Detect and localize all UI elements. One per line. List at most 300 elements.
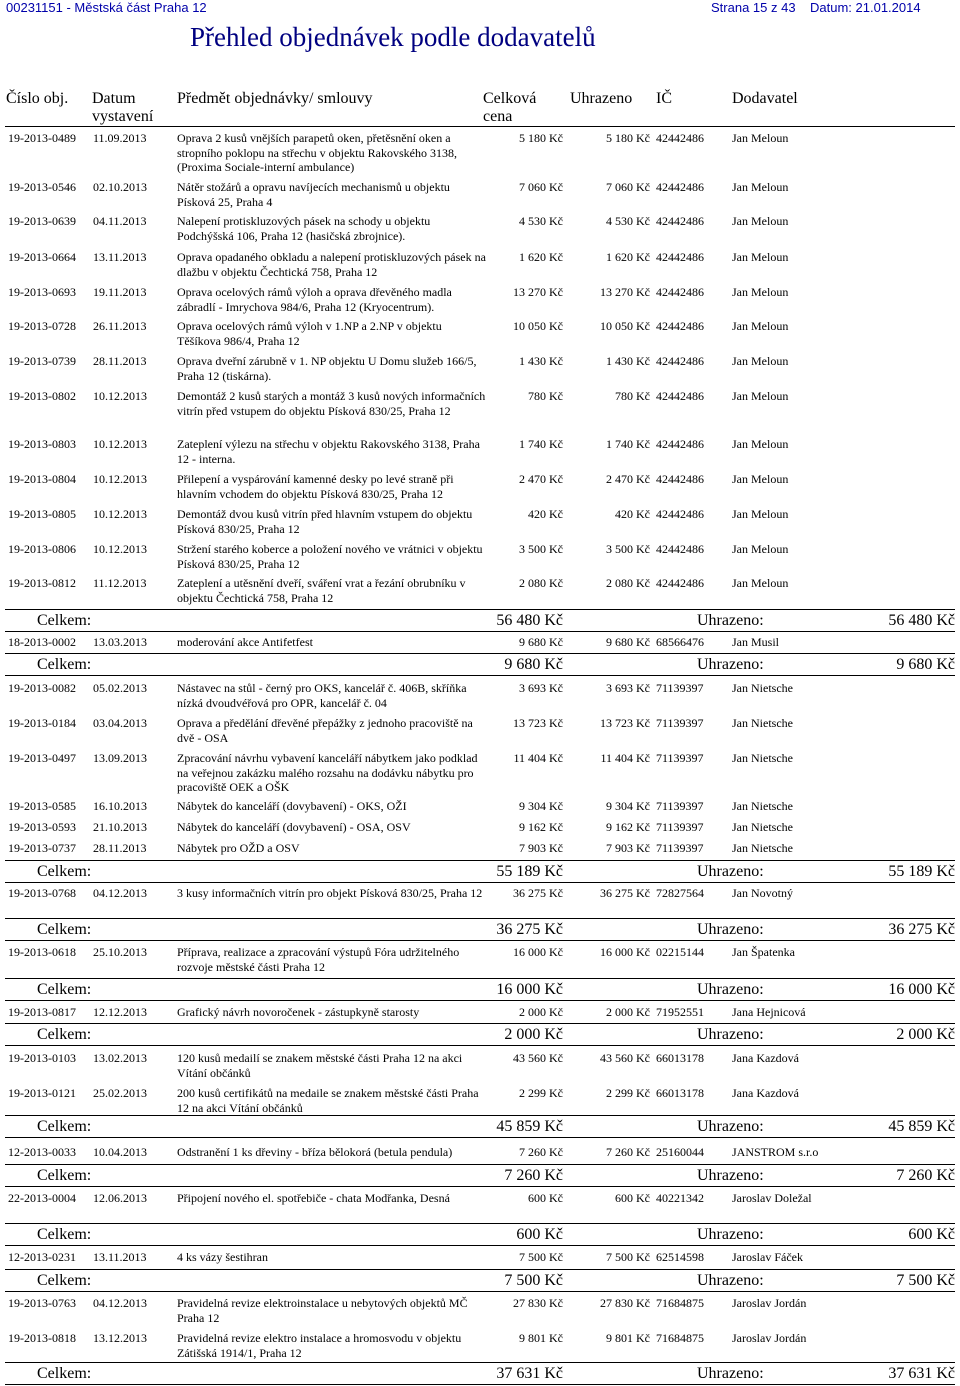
summary-rule <box>5 978 955 979</box>
order-paid: 7 903 Kč <box>606 841 650 855</box>
supplier-name: JANSTROM s.r.o <box>732 1145 819 1159</box>
summary-paid-label: Uhrazeno: <box>697 656 764 673</box>
supplier-name: Jaroslav Jordán <box>732 1331 807 1345</box>
order-date: 13.11.2013 <box>93 1250 147 1264</box>
summary-total-label: Celkem: <box>37 1226 92 1243</box>
order-subject: 3 kusy informačních vitrín pro objekt Písková 830/25, Praha 12 <box>177 886 483 900</box>
summary-total-label: Celkem: <box>37 612 92 629</box>
summary-paid-label: Uhrazeno: <box>697 981 764 998</box>
supplier-ic: 42442486 <box>656 389 704 403</box>
summary-total-label: Celkem: <box>37 1118 92 1135</box>
order-date: 11.12.2013 <box>93 576 147 590</box>
order-date: 04.11.2013 <box>93 214 147 228</box>
order-number: 19-2013-0103 <box>8 1051 76 1065</box>
order-total: 420 Kč <box>528 507 563 521</box>
order-total: 2 470 Kč <box>519 472 563 486</box>
supplier-ic: 42442486 <box>656 507 704 521</box>
order-number: 19-2013-0803 <box>8 437 76 451</box>
order-paid: 13 270 Kč <box>600 285 650 299</box>
order-total: 36 275 Kč <box>513 886 563 900</box>
order-subject: Nábytek do kanceláří (dovybavení) - OSA, OSV <box>177 820 411 834</box>
order-number: 19-2013-0739 <box>8 354 76 368</box>
supplier-ic: 42442486 <box>656 250 704 264</box>
supplier-name: Jan Meloun <box>732 250 789 264</box>
summary-paid-value: 7 500 Kč <box>896 1272 955 1289</box>
order-number: 19-2013-0618 <box>8 945 76 959</box>
order-total: 1 430 Kč <box>519 354 563 368</box>
order-subject: Zateplení výlezu na střechu v objektu Rakovského 3138, Praha 12 - interna. <box>177 437 480 466</box>
order-total: 1 620 Kč <box>519 250 563 264</box>
order-number: 19-2013-0806 <box>8 542 76 556</box>
supplier-ic: 71139397 <box>656 751 704 765</box>
supplier-name: Jana Hejnicová <box>732 1005 806 1019</box>
summary-total-label: Celkem: <box>37 1272 92 1289</box>
order-total: 2 080 Kč <box>519 576 563 590</box>
report-date: Datum: 21.01.2014 <box>810 0 921 15</box>
supplier-ic: 62514598 <box>656 1250 704 1264</box>
summary-rule <box>5 631 955 632</box>
order-paid: 7 500 Kč <box>606 1250 650 1264</box>
supplier-name: Jaroslav Fáček <box>732 1250 803 1264</box>
order-date: 19.11.2013 <box>93 285 147 299</box>
order-paid: 16 000 Kč <box>600 945 650 959</box>
supplier-ic: 71139397 <box>656 681 704 695</box>
summary-rule <box>5 1000 955 1001</box>
order-date: 21.10.2013 <box>93 820 147 834</box>
summary-total-label: Celkem: <box>37 981 92 998</box>
order-date: 11.09.2013 <box>93 131 147 145</box>
group-summary-row <box>0 1117 960 1137</box>
order-number: 19-2013-0763 <box>8 1296 76 1310</box>
order-number: 22-2013-0004 <box>8 1191 76 1205</box>
order-date: 13.02.2013 <box>93 1051 147 1065</box>
order-subject: Nábytek do kanceláří (dovybavení) - OKS, OŽI <box>177 799 407 813</box>
order-subject: Nalepení protiskluzových pásek na schody u objektu Podchýšská 106, Praha 12 (hasičská zbrojnice). <box>177 214 431 243</box>
order-subject: Oprava ocelových rámů výloh a oprava dřevěného madla zábradlí - Imrychova 984/6, Praha 12 (Kryocentrum). <box>177 285 452 314</box>
order-subject: Nátěr stožárů a opravu navíjecích mechanismů u objektu Písková 25, Praha 4 <box>177 180 450 209</box>
order-paid: 7 260 Kč <box>606 1145 650 1159</box>
order-subject: Nástavec na stůl - černý pro OKS, kancelář č. 406B, skříňka nízká dvoudvéřová pro OPR, kancelář č. 04 <box>177 681 467 710</box>
order-number: 19-2013-0489 <box>8 131 76 145</box>
supplier-name: Jaroslav Doležal <box>732 1191 812 1205</box>
summary-total-label: Celkem: <box>37 863 92 880</box>
page-number: Strana 15 z 43 <box>711 0 796 15</box>
order-subject: Oprava a předělání dřevěné přepážky z jednoho pracoviště na dvě - OSA <box>177 716 473 745</box>
page-title: Přehled objednávek podle dodavatelů <box>190 22 596 52</box>
supplier-ic: 71139397 <box>656 716 704 730</box>
supplier-name: Jan Meloun <box>732 131 789 145</box>
summary-total-label: Celkem: <box>37 921 92 938</box>
supplier-ic: 25160044 <box>656 1145 704 1159</box>
order-date: 04.12.2013 <box>93 886 147 900</box>
order-subject: Demontáž dvou kusů vitrín před hlavním vstupem do objektu Písková 830/25, Praha 12 <box>177 507 473 536</box>
summary-rule <box>5 1164 955 1165</box>
summary-rule <box>5 1362 955 1363</box>
col-header-total-line1: Celková <box>483 90 537 107</box>
supplier-ic: 42442486 <box>656 214 704 228</box>
order-date: 10.04.2013 <box>93 1145 147 1159</box>
supplier-ic: 72827564 <box>656 886 704 900</box>
supplier-name: Jan Meloun <box>732 285 789 299</box>
col-header-date-line1: Datum <box>92 90 136 107</box>
order-date: 13.11.2013 <box>93 250 147 264</box>
order-subject: Grafický návrh novoročenek - zástupkyně starosty <box>177 1005 420 1019</box>
order-number: 19-2013-0497 <box>8 751 76 765</box>
supplier-name: Jan Nietsche <box>732 820 793 834</box>
supplier-name: Jaroslav Jordán <box>732 1296 807 1310</box>
summary-total-value: 37 631 Kč <box>496 1365 563 1382</box>
supplier-ic: 66013178 <box>656 1051 704 1065</box>
order-paid: 1 620 Kč <box>606 250 650 264</box>
supplier-ic: 42442486 <box>656 576 704 590</box>
supplier-name: Jana Kazdová <box>732 1051 799 1065</box>
order-total: 2 299 Kč <box>519 1086 563 1100</box>
order-total: 600 Kč <box>528 1191 563 1205</box>
supplier-ic: 71684875 <box>656 1296 704 1310</box>
order-number: 19-2013-0082 <box>8 681 76 695</box>
supplier-name: Jan Meloun <box>732 542 789 556</box>
supplier-ic: 71139397 <box>656 799 704 813</box>
summary-rule <box>5 1137 955 1138</box>
group-summary-row <box>0 611 960 631</box>
order-date: 25.02.2013 <box>93 1086 147 1100</box>
order-total: 9 680 Kč <box>519 635 563 649</box>
order-paid: 2 470 Kč <box>606 472 650 486</box>
order-subject: moderování akce Antifetfest <box>177 635 313 649</box>
order-paid: 7 060 Kč <box>606 180 650 194</box>
supplier-name: Jan Nietsche <box>732 799 793 813</box>
supplier-name: Jan Meloun <box>732 180 789 194</box>
order-number: 19-2013-0812 <box>8 576 76 590</box>
supplier-name: Jan Meloun <box>732 437 789 451</box>
supplier-ic: 71139397 <box>656 841 704 855</box>
supplier-name: Jan Nietsche <box>732 716 793 730</box>
order-number: 18-2013-0002 <box>8 635 76 649</box>
group-summary-row <box>0 1364 960 1384</box>
order-date: 13.09.2013 <box>93 751 147 765</box>
order-number: 19-2013-0805 <box>8 507 76 521</box>
order-paid: 5 180 Kč <box>606 131 650 145</box>
order-date: 26.11.2013 <box>93 319 147 333</box>
supplier-ic: 71952551 <box>656 1005 704 1019</box>
supplier-name: Jan Meloun <box>732 214 789 228</box>
order-paid: 11 404 Kč <box>600 751 650 765</box>
order-subject: Přilepení a vyspárování kamenné desky po levé straně při hlavním vchodem do objektu Písková 830/25, Praha 12 <box>177 472 454 501</box>
supplier-ic: 42442486 <box>656 354 704 368</box>
order-date: 25.10.2013 <box>93 945 147 959</box>
order-total: 7 260 Kč <box>519 1145 563 1159</box>
summary-total-value: 45 859 Kč <box>496 1118 563 1135</box>
page-header-org: 00231151 - Městská část Praha 12 <box>6 0 207 15</box>
supplier-name: Jan Meloun <box>732 319 789 333</box>
summary-rule <box>5 1245 955 1246</box>
order-total: 4 530 Kč <box>519 214 563 228</box>
order-paid: 3 500 Kč <box>606 542 650 556</box>
order-number: 19-2013-0804 <box>8 472 76 486</box>
order-paid: 780 Kč <box>615 389 650 403</box>
summary-paid-label: Uhrazeno: <box>697 1118 764 1135</box>
supplier-ic: 42442486 <box>656 472 704 486</box>
order-number: 19-2013-0818 <box>8 1331 76 1345</box>
order-paid: 43 560 Kč <box>600 1051 650 1065</box>
col-header-date-line2: vystavení <box>92 108 154 125</box>
order-subject: Připojení nového el. spotřebiče - chata Modřanka, Desná <box>177 1191 450 1205</box>
order-paid: 2 080 Kč <box>606 576 650 590</box>
order-date: 28.11.2013 <box>93 354 147 368</box>
order-date: 10.12.2013 <box>93 472 147 486</box>
supplier-name: Jan Meloun <box>732 576 789 590</box>
supplier-ic: 42442486 <box>656 437 704 451</box>
order-date: 12.06.2013 <box>93 1191 147 1205</box>
order-date: 10.12.2013 <box>93 389 147 403</box>
order-number: 19-2013-0693 <box>8 285 76 299</box>
order-total: 5 180 Kč <box>519 131 563 145</box>
order-total: 9 304 Kč <box>519 799 563 813</box>
order-number: 19-2013-0802 <box>8 389 76 403</box>
supplier-ic: 71139397 <box>656 820 704 834</box>
summary-paid-value: 9 680 Kč <box>896 656 955 673</box>
order-paid: 4 530 Kč <box>606 214 650 228</box>
order-date: 10.12.2013 <box>93 542 147 556</box>
order-date: 10.12.2013 <box>93 507 147 521</box>
col-header-ic: IČ <box>656 90 672 107</box>
summary-total-value: 7 500 Kč <box>504 1272 563 1289</box>
order-total: 7 903 Kč <box>519 841 563 855</box>
order-total: 43 560 Kč <box>513 1051 563 1065</box>
order-number: 19-2013-0664 <box>8 250 76 264</box>
summary-paid-label: Uhrazeno: <box>697 1226 764 1243</box>
summary-paid-value: 16 000 Kč <box>888 981 955 998</box>
summary-total-value: 7 260 Kč <box>504 1167 563 1184</box>
order-paid: 2 299 Kč <box>606 1086 650 1100</box>
order-subject: Zpracování návrhu vybavení kanceláří nábytkem jako podklad na veřejnou zakázku malého rozsahu na dodávku nábytku pro pracoviště OEK a OŠK <box>177 751 478 794</box>
col-header-subject: Předmět objednávky/ smlouvy <box>177 90 373 107</box>
summary-paid-value: 45 859 Kč <box>888 1118 955 1135</box>
order-date: 04.12.2013 <box>93 1296 147 1310</box>
order-total: 9 801 Kč <box>519 1331 563 1345</box>
order-subject: Oprava dveřní zárubně v 1. NP objektu U Domu služeb 166/5, Praha 12 (tiskárna). <box>177 354 477 383</box>
summary-rule <box>5 882 955 883</box>
supplier-ic: 66013178 <box>656 1086 704 1100</box>
order-number: 19-2013-0817 <box>8 1005 76 1019</box>
summary-rule <box>5 1269 955 1270</box>
order-number: 19-2013-0546 <box>8 180 76 194</box>
summary-total-label: Celkem: <box>37 656 92 673</box>
order-total: 7 500 Kč <box>519 1250 563 1264</box>
summary-paid-label: Uhrazeno: <box>697 921 764 938</box>
order-total: 13 270 Kč <box>513 285 563 299</box>
supplier-ic: 71684875 <box>656 1331 704 1345</box>
order-subject: Příprava, realizace a zpracování výstupů Fóra udržitelného rozvoje městské části Praha 12 <box>177 945 460 974</box>
order-subject: Pravidelná revize elektro instalace a hromosvodu v objektu Zátišská 1914/1, Praha 12 <box>177 1331 462 1360</box>
order-total: 1 740 Kč <box>519 437 563 451</box>
summary-rule <box>5 860 955 861</box>
col-header-paid: Uhrazeno <box>570 90 633 107</box>
order-date: 13.03.2013 <box>93 635 147 649</box>
summary-rule <box>5 918 955 919</box>
summary-rule <box>5 1023 955 1024</box>
col-header-number: Číslo obj. <box>6 90 69 107</box>
order-number: 19-2013-0768 <box>8 886 76 900</box>
summary-rule <box>5 653 955 654</box>
summary-total-value: 2 000 Kč <box>504 1026 563 1043</box>
group-summary-row <box>0 920 960 940</box>
order-total: 11 404 Kč <box>513 751 563 765</box>
summary-total-value: 600 Kč <box>516 1226 563 1243</box>
supplier-name: Jan Meloun <box>732 507 789 521</box>
order-total: 780 Kč <box>528 389 563 403</box>
supplier-name: Jan Meloun <box>732 354 789 368</box>
order-paid: 36 275 Kč <box>600 886 650 900</box>
supplier-ic: 42442486 <box>656 131 704 145</box>
group-summary-row <box>0 1025 960 1045</box>
summary-paid-value: 37 631 Kč <box>888 1365 955 1382</box>
order-subject: Odstranění 1 ks dřeviny - bříza bělokorá (betula pendula) <box>177 1145 453 1159</box>
order-subject: Oprava opadaného obkladu a nalepení protiskluzových pásek na dlažbu v objektu Čechtická 758, Praha 12 <box>177 250 486 279</box>
group-summary-row <box>0 655 960 675</box>
summary-total-label: Celkem: <box>37 1365 92 1382</box>
order-number: 12-2013-0033 <box>8 1145 76 1159</box>
order-paid: 9 801 Kč <box>606 1331 650 1345</box>
order-subject: Oprava 2 kusů vnějších parapetů oken, přetěsnění oken a stropního poklopu na střechu v objektu Rakovského 3138, (Proxima Sociale-interní ambulance) <box>177 131 457 174</box>
order-subject: Nábytek pro OŽD a OSV <box>177 841 300 855</box>
supplier-ic: 40221342 <box>656 1191 704 1205</box>
summary-rule <box>5 1223 955 1224</box>
summary-rule <box>5 940 955 941</box>
summary-paid-label: Uhrazeno: <box>697 1272 764 1289</box>
order-paid: 9 680 Kč <box>606 635 650 649</box>
order-paid: 10 050 Kč <box>600 319 650 333</box>
order-subject: 120 kusů medailí se znakem městské části Praha 12 na akci Vítání občánků <box>177 1051 463 1080</box>
order-total: 2 000 Kč <box>519 1005 563 1019</box>
order-subject: Zateplení a utěsnění dveří, sváření vrat a řezání obrubníku v objektu Čechtická 758, Praha 12 <box>177 576 466 605</box>
summary-rule <box>5 1186 955 1187</box>
order-total: 13 723 Kč <box>513 716 563 730</box>
order-date: 12.12.2013 <box>93 1005 147 1019</box>
group-summary-row <box>0 1225 960 1245</box>
order-date: 10.12.2013 <box>93 437 147 451</box>
order-total: 10 050 Kč <box>513 319 563 333</box>
summary-paid-value: 55 189 Kč <box>888 863 955 880</box>
order-date: 02.10.2013 <box>93 180 147 194</box>
order-paid: 1 430 Kč <box>606 354 650 368</box>
group-summary-row <box>0 980 960 1000</box>
order-total: 9 162 Kč <box>519 820 563 834</box>
order-number: 19-2013-0728 <box>8 319 76 333</box>
supplier-name: Jan Novotný <box>732 886 793 900</box>
supplier-name: Jana Kazdová <box>732 1086 799 1100</box>
order-number: 19-2013-0585 <box>8 799 76 813</box>
summary-rule <box>5 1115 955 1116</box>
summary-paid-label: Uhrazeno: <box>697 1026 764 1043</box>
supplier-ic: 42442486 <box>656 285 704 299</box>
order-paid: 2 000 Kč <box>606 1005 650 1019</box>
summary-rule <box>5 1045 955 1046</box>
order-total: 7 060 Kč <box>519 180 563 194</box>
summary-paid-label: Uhrazeno: <box>697 1167 764 1184</box>
order-subject: Demontáž 2 kusů starých a montáž 3 kusů nových informačních vitrín před vstupem do objektu Písková 830/25, Praha 12 <box>177 389 486 418</box>
order-subject: Stržení starého koberce a položení nového ve vrátnici v objektu Písková 830/25, Praha 12 <box>177 542 483 571</box>
order-number: 19-2013-0121 <box>8 1086 76 1100</box>
supplier-name: Jan Špatenka <box>732 945 795 959</box>
group-summary-row <box>0 862 960 882</box>
col-header-total <box>483 90 536 126</box>
order-subject: 4 ks vázy šestihran <box>177 1250 268 1264</box>
summary-paid-value: 56 480 Kč <box>888 612 955 629</box>
order-date: 13.12.2013 <box>93 1331 147 1345</box>
summary-total-value: 36 275 Kč <box>496 921 563 938</box>
order-paid: 9 162 Kč <box>606 820 650 834</box>
order-paid: 420 Kč <box>615 507 650 521</box>
summary-total-value: 16 000 Kč <box>496 981 563 998</box>
summary-paid-value: 7 260 Kč <box>896 1167 955 1184</box>
supplier-name: Jan Nietsche <box>732 841 793 855</box>
summary-total-label: Celkem: <box>37 1026 92 1043</box>
order-paid: 3 693 Kč <box>606 681 650 695</box>
supplier-ic: 68566476 <box>656 635 704 649</box>
order-date: 05.02.2013 <box>93 681 147 695</box>
order-subject: Pravidelná revize elektroinstalace u nebytových objektů MČ Praha 12 <box>177 1296 468 1325</box>
summary-total-value: 55 189 Kč <box>496 863 563 880</box>
summary-total-value: 9 680 Kč <box>504 656 563 673</box>
order-paid: 27 830 Kč <box>600 1296 650 1310</box>
order-number: 19-2013-0639 <box>8 214 76 228</box>
order-date: 03.04.2013 <box>93 716 147 730</box>
order-total: 3 693 Kč <box>519 681 563 695</box>
summary-total-value: 56 480 Kč <box>496 612 563 629</box>
order-date: 28.11.2013 <box>93 841 147 855</box>
summary-paid-value: 36 275 Kč <box>888 921 955 938</box>
summary-paid-label: Uhrazeno: <box>697 863 764 880</box>
summary-paid-value: 600 Kč <box>908 1226 955 1243</box>
order-number: 19-2013-0593 <box>8 820 76 834</box>
order-date: 16.10.2013 <box>93 799 147 813</box>
summary-paid-label: Uhrazeno: <box>697 612 764 629</box>
col-header-supplier: Dodavatel <box>732 90 798 107</box>
summary-paid-value: 2 000 Kč <box>896 1026 955 1043</box>
col-header-total-line2: cena <box>483 108 513 125</box>
order-paid: 9 304 Kč <box>606 799 650 813</box>
summary-rule <box>5 675 955 676</box>
summary-paid-label: Uhrazeno: <box>697 1365 764 1382</box>
supplier-name: Jan Meloun <box>732 472 789 486</box>
summary-rule <box>5 609 955 610</box>
group-summary-row <box>0 1166 960 1186</box>
col-header-date <box>92 90 153 126</box>
group-summary-row <box>0 1271 960 1291</box>
supplier-name: Jan Nietsche <box>732 681 793 695</box>
order-number: 12-2013-0231 <box>8 1250 76 1264</box>
order-total: 27 830 Kč <box>513 1296 563 1310</box>
supplier-name: Jan Musil <box>732 635 780 649</box>
order-paid: 1 740 Kč <box>606 437 650 451</box>
order-total: 16 000 Kč <box>513 945 563 959</box>
supplier-name: Jan Meloun <box>732 389 789 403</box>
order-paid: 13 723 Kč <box>600 716 650 730</box>
supplier-name: Jan Nietsche <box>732 751 793 765</box>
summary-rule <box>5 1384 955 1385</box>
order-paid: 600 Kč <box>615 1191 650 1205</box>
supplier-ic: 42442486 <box>656 180 704 194</box>
header-rule <box>5 126 955 127</box>
order-subject: 200 kusů certifikátů na medaile se znakem městské části Praha 12 na akci Vítání občánků <box>177 1086 479 1115</box>
supplier-ic: 42442486 <box>656 319 704 333</box>
order-number: 19-2013-0184 <box>8 716 76 730</box>
summary-total-label: Celkem: <box>37 1167 92 1184</box>
order-number: 19-2013-0737 <box>8 841 76 855</box>
summary-rule <box>5 1291 955 1292</box>
order-subject: Oprava ocelových rámů výloh v 1.NP a 2.NP v objektu Těšíkova 986/4, Praha 12 <box>177 319 442 348</box>
